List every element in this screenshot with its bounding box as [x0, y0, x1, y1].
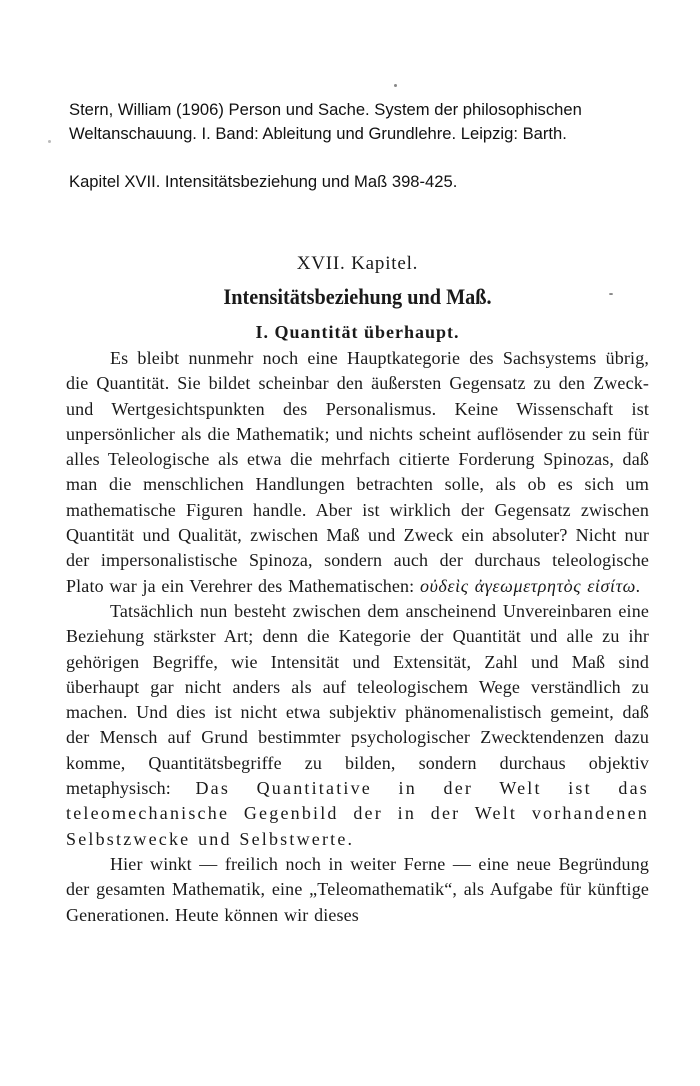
- paragraph-3: Hier winkt — freilich noch in weiter Ferne — eine neue Begründung der gesamten Mathematik, eine „Teleomathematik“, als Aufgabe für künftige Generationen. Heute können wir dieses: [66, 853, 649, 925]
- emphasized-thesis: Das Quantitative in der Welt ist das teleomechanische Gegenbild der in der Welt vorhandenen Selbstzwecke und Selbstwerte.: [66, 778, 649, 849]
- citation-block: [69, 98, 679, 194]
- paragraph-2: [66, 599, 649, 852]
- chapter-heading: XVII. Kapitel.: [296, 253, 419, 274]
- chapter-title: Intensitätsbeziehung und Maß.: [223, 284, 492, 309]
- paragraph-1-text: Es bleibt nunmehr noch eine Hauptkategorie des Sachsystems übrig, die Quantität. Sie bildet scheinbar den äußersten Gegensatz zu den Zweck- und Wertgesichtspunkten des Personalismus. Keine Wissenschaft ist unpersönlicher als die Mathematik; und nichts scheint auflösender zu sein für alles Teleologische als etwa die mehrfach citierte Forderung Spinozas, daß man die menschlichen Handlungen betrachten solle, als ob es sich um mathematische Figuren handle. Aber ist wirklich der Gegensatz zwischen Quantität und Qualität, zwischen Maß und Zweck ein absoluter? Nicht nur der impersonalistische Spinoza, sondern auch der durchaus teleologische Plato war ja ein Verehrer des Mathematischen:: [66, 348, 649, 596]
- scan-speck: [394, 84, 397, 87]
- scan-speck: [48, 140, 51, 143]
- chapter-reference: Kapitel XVII. Intensitätsbeziehung und Maß 398-425.: [69, 172, 458, 191]
- greek-quotation: οὐδεὶς ἀγεωμετρητὸς εἰσίτω.: [419, 575, 642, 596]
- scanned-page: [66, 250, 649, 928]
- paragraph-1: [66, 346, 649, 599]
- section-heading: I. Quantität überhaupt.: [255, 322, 460, 342]
- bibliographic-reference: Stern, William (1906) Person und Sache. System der philosophischen Weltanschauung. I. Band: Ableitung und Grundlehre. Leipzig: Barth.: [69, 100, 582, 143]
- paragraph-2-text: Tatsächlich nun besteht zwischen dem anscheinend Unvereinbaren eine Beziehung stärkster Art; denn die Kategorie der Quantität und alle zu ihr gehörigen Begriffe, wie Intensität und Extensität, Zahl und Maß sind überhaupt gar nicht anders als auf teleologischem Wege verständlich zu machen. Und dies ist nicht etwa subjektiv phänomenalistisch gemeint, daß der Mensch auf Grund bestimmter psychologischer Zwecktendenzen dazu komme, Quantitätsbegriffe zu bilden, sondern durchaus objektiv metaphysisch:: [66, 600, 649, 799]
